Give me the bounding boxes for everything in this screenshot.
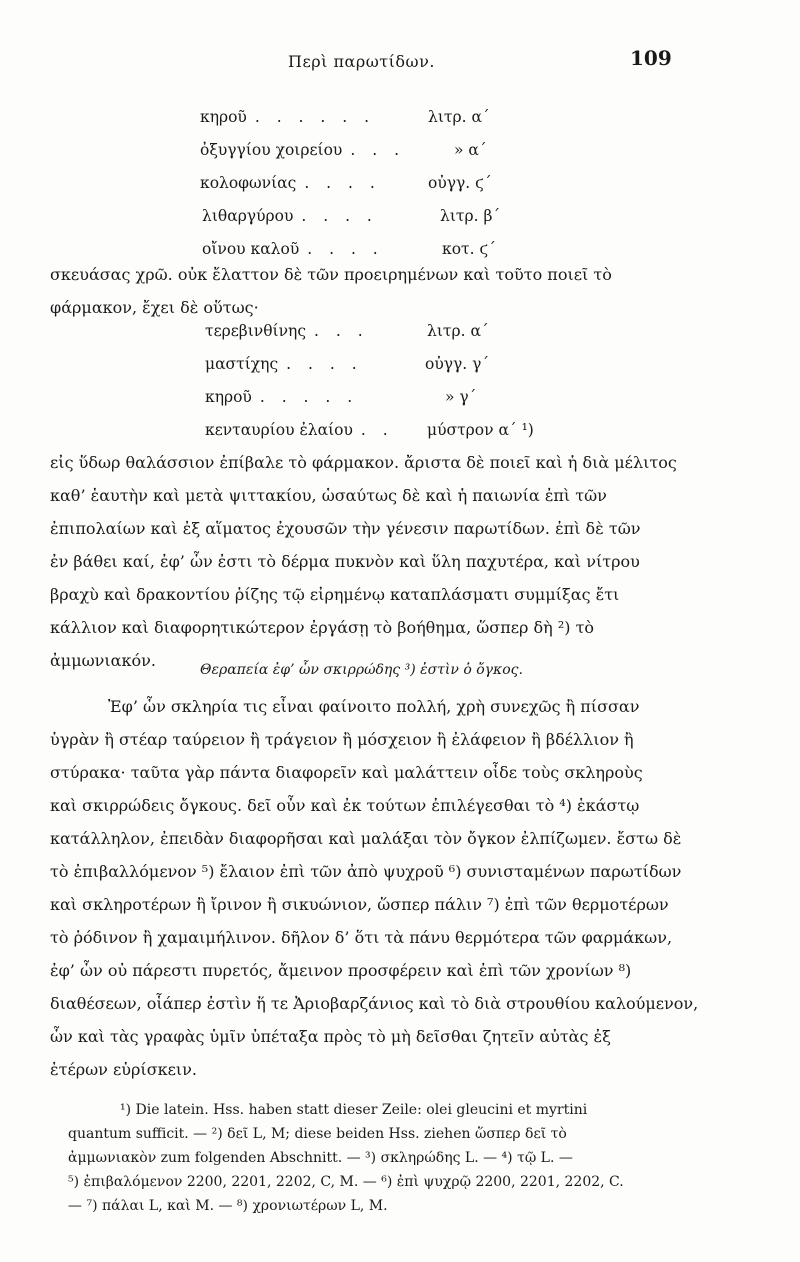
text-line: κάλλιον καὶ διαφορητικώτερον ἐργάσῃ τὸ βοήθημα, ὥσπερ δὴ ²) τὸ [50, 618, 595, 637]
text-line: ὧν καὶ τὰς γραφὰς ὑμῖν ὑπέταξα πρὸς τὸ μὴ δεῖσθαι ζητεῖν αὐτὰς ἐξ [50, 1027, 611, 1046]
paragraph-1 [50, 258, 612, 324]
recipe-item [202, 240, 496, 258]
ingredient-quantity: λιτρ. α΄ [428, 108, 490, 126]
leader-dots: . . . . . . [254, 108, 376, 126]
recipe-item [202, 207, 501, 225]
footnote-line: ἀμμωνιακὸν zum folgenden Abschnitt. — ³) σκληρώδης L. — ⁴) τῷ L. — [68, 1150, 573, 1166]
leader-dots: . . . . [304, 174, 381, 192]
text-line: διαθέσεων, οἷάπερ ἐστὶν ἥ τε Ἀριοβαρζάνιος καὶ τὸ διὰ στρουθίου καλούμενον, [50, 994, 699, 1013]
recipe-item [205, 388, 477, 406]
text-line: καὶ σκληροτέρων ἢ ἴρινον ἢ σικυώνιον, ὥσπερ πάλιν ⁷) ἐπὶ τῶν θερμοτέρων [50, 895, 669, 914]
ingredient-name: κολοφωνίας [200, 174, 297, 192]
ingredient-quantity: μύστρον α΄ ¹) [427, 421, 534, 439]
text-line: εἰς ὕδωρ θαλάσσιον ἐπίβαλε τὸ φάρμακον. ἄριστα δὲ ποιεῖ καὶ ἡ διὰ μέλιτος [50, 453, 677, 472]
ingredient-name: λιθαργύρου [202, 207, 294, 225]
text-line: ἐν βάθει καί, ἐφ’ ὧν ἐστι τὸ δέρμα πυκνὸν καὶ ὕλη παχυτέρα, καὶ νίτρου [50, 552, 640, 571]
paragraph-3 [50, 690, 698, 1086]
ingredient-quantity: » α΄ [454, 141, 487, 159]
footnote-line: quantum sufficit. — ²) δεῖ L, M; diese beiden Hss. ziehen ὥσπερ δεῖ τὸ [68, 1126, 567, 1142]
ingredient-quantity: » γ΄ [445, 388, 477, 406]
running-header-title: Περὶ παρωτίδων. [288, 52, 435, 71]
ingredient-name: κηροῦ [205, 388, 252, 406]
text-line: ὑγρὰν ἢ στέαρ ταύρειον ἢ τράγειον ἢ μόσχειον ἢ ἐλάφειον ἢ βδέλλιον ἢ [50, 730, 634, 749]
leader-dots: . . . [350, 141, 405, 159]
leader-dots: . . . . [307, 240, 384, 258]
text-line: καὶ σκιρρώδεις ὄγκους. δεῖ οὖν καὶ ἐκ τούτων ἐπιλέγεσθαι τὸ ⁴) ἑκάστῳ [50, 796, 640, 815]
ingredient-quantity: κοτ. ϛ΄ [442, 240, 496, 258]
text-line: στύρακα· ταῦτα γὰρ πάντα διαφορεῖν καὶ μαλάττειν οἶδε τοὺς σκληροὺς [50, 763, 643, 782]
recipe-item [200, 174, 492, 192]
ingredient-quantity: λιτρ. β΄ [440, 207, 501, 225]
text-line: ἐφ’ ὧν οὐ πάρεστι πυρετός, ἄμεινον προσφέρειν καὶ ἐπὶ τῶν χρονίων ⁸) [50, 961, 632, 980]
paragraph-2 [50, 446, 677, 677]
footnote-line: — ⁷) πάλαι L, καὶ M. — ⁸) χρονιωτέρων L, M. [68, 1198, 388, 1214]
leader-dots: . . . [314, 322, 369, 340]
ingredient-name: μαστίχης [205, 355, 279, 373]
ingredient-name: τερεβινθίνης [205, 322, 307, 340]
text-line: σκευάσας χρῶ. οὐκ ἔλαττον δὲ τῶν προειρημένων καὶ τοῦτο ποιεῖ τὸ [50, 265, 612, 284]
text-line: καθ’ ἑαυτὴν καὶ μετὰ ψιττακίου, ὡσαύτως δὲ καὶ ἡ παιωνία ἐπὶ τῶν [50, 486, 607, 505]
text-line: ἑτέρων εὑρίσκειν. [50, 1060, 197, 1079]
footnotes [68, 1098, 624, 1218]
footnote-line: ¹) Die latein. Hss. haben statt dieser Zeile: olei gleucini et myrtini [120, 1102, 588, 1118]
text-line: φάρμακον, ἔχει δὲ οὕτως· [50, 298, 259, 317]
text-line: κατάλληλον, ἐπειδὰν διαφορῆσαι καὶ μαλάξαι τὸν ὄγκον ἐλπίζωμεν. ἔστω δὲ [50, 829, 682, 848]
ingredient-quantity: λιτρ. α΄ [427, 322, 489, 340]
ingredient-name: οἴνου καλοῦ [202, 240, 300, 258]
text-line: ἀμμωνιακόν. [50, 651, 156, 670]
footnote-line: ⁵) ἐπιβαλόμενον 2200, 2201, 2202, C, M. — ⁶) ἐπὶ ψυχρῷ 2200, 2201, 2202, C. [68, 1174, 624, 1190]
leader-dots: . . . . . [259, 388, 359, 406]
recipe-item [205, 355, 490, 373]
section-heading: Θεραπεία ἐφ’ ὧν σκιρρώδης ³) ἐστὶν ὁ ὄγκος. [200, 662, 523, 678]
ingredient-name: ὀξυγγίου χοιρείου [200, 141, 343, 159]
text-line: ἐπιπολαίων καὶ ἐξ αἵματος ἐχουσῶν τὴν γένεσιν παρωτίδων. ἐπὶ δὲ τῶν [50, 519, 641, 538]
recipe-item [200, 141, 487, 159]
text-line: Ἐφ’ ὧν σκληρία τις εἶναι φαίνοιτο πολλή, χρὴ συνεχῶς ἢ πίσσαν [108, 697, 640, 716]
page-number: 109 [630, 46, 672, 70]
text-line: τὸ ῥόδινον ἢ χαμαιμήλινον. δῆλον δ’ ὅτι τὰ πάνυ θερμότερα τῶν φαρμάκων, [50, 928, 673, 947]
recipe-item [205, 322, 489, 340]
recipe-item [205, 421, 534, 439]
text-line: τὸ ἐπιβαλλόμενον ⁵) ἔλαιον ἐπὶ τῶν ἀπὸ ψυχροῦ ⁶) συνισταμένων παρωτίδων [50, 862, 682, 881]
ingredient-quantity: οὐγγ. γ΄ [425, 355, 490, 373]
recipe-item [200, 108, 490, 126]
ingredient-name: κηροῦ [200, 108, 247, 126]
ingredient-name: κενταυρίου ἐλαίου [205, 421, 353, 439]
text-line: βραχὺ καὶ δρακοντίου ῥίζης τῷ εἰρημένῳ καταπλάσματι συμμίξας ἔτι [50, 585, 620, 604]
ingredient-quantity: οὐγγ. ϛ΄ [428, 174, 492, 192]
leader-dots: . . . . [301, 207, 378, 225]
leader-dots: . . . . [286, 355, 363, 373]
leader-dots: . . [360, 421, 394, 439]
